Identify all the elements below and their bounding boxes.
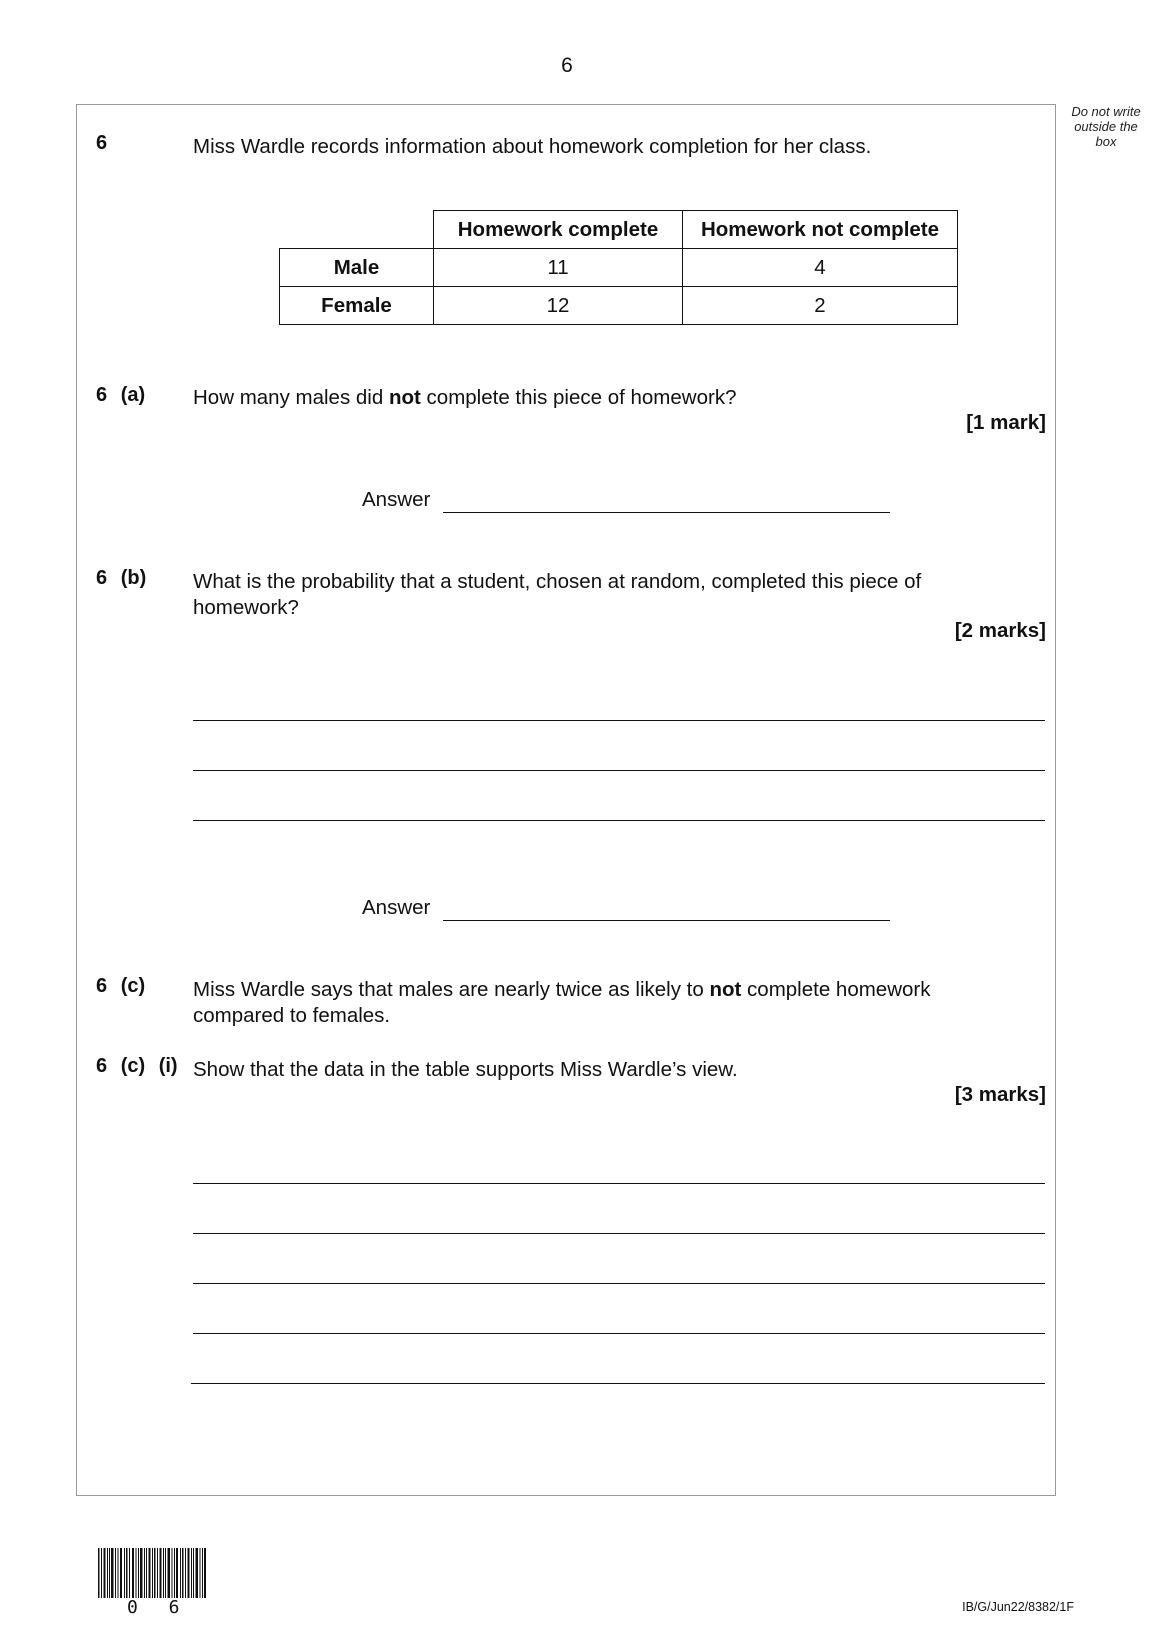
part-b-working-line-3[interactable] bbox=[193, 820, 1045, 821]
part-c-i-working-line-5[interactable] bbox=[191, 1383, 1045, 1384]
part-c-i-working-line-1[interactable] bbox=[193, 1183, 1045, 1184]
part-b-working-line-1[interactable] bbox=[193, 720, 1045, 721]
header-homework-complete: Homework complete bbox=[434, 211, 683, 249]
part-c-i-working-line-4[interactable] bbox=[193, 1333, 1045, 1334]
part-b-text: What is the probability that a student, chosen at random, completed this piece of homework? bbox=[193, 570, 922, 619]
cell-female-not-complete: 2 bbox=[683, 287, 958, 325]
margin-note: Do not write outside the box bbox=[1071, 104, 1141, 149]
homework-table bbox=[279, 210, 958, 325]
cell-female-complete: 12 bbox=[434, 287, 683, 325]
part-c-i-number bbox=[96, 1055, 178, 1078]
part-b-question-number: 6 bbox=[96, 567, 108, 589]
part-b-working-line-2[interactable] bbox=[193, 770, 1045, 771]
question-intro: Miss Wardle records information about homework completion for her class. bbox=[193, 135, 872, 158]
part-a-number bbox=[96, 384, 145, 407]
part-c-i-label: (c) bbox=[120, 1055, 146, 1077]
part-a-label: (a) bbox=[120, 384, 146, 406]
table-corner-cell bbox=[280, 211, 434, 249]
part-c-text-bold: not bbox=[709, 978, 742, 1001]
part-c-i-question-number: 6 bbox=[96, 1055, 108, 1077]
part-c-number bbox=[96, 975, 145, 998]
part-a-answer-label: Answer bbox=[362, 488, 431, 511]
part-c-i-marks: [3 marks] bbox=[954, 1083, 1046, 1106]
part-a-answer-line[interactable] bbox=[443, 512, 890, 513]
part-c-i-text: Show that the data in the table supports Miss Wardle’s view. bbox=[193, 1058, 738, 1081]
table-row bbox=[280, 287, 958, 325]
barcode-icon bbox=[98, 1548, 206, 1598]
row-label-female: Female bbox=[280, 287, 434, 325]
header-homework-not-complete: Homework not complete bbox=[683, 211, 958, 249]
part-c-i-working-line-2[interactable] bbox=[193, 1233, 1045, 1234]
question-number: 6 bbox=[96, 132, 108, 154]
footer-code: IB/G/Jun22/8382/1F bbox=[962, 1600, 1074, 1614]
cell-male-complete: 11 bbox=[434, 249, 683, 287]
part-a-text bbox=[193, 385, 736, 411]
table-header-row bbox=[280, 211, 958, 249]
row-label-male: Male bbox=[280, 249, 434, 287]
barcode-digits: 0 6 bbox=[127, 1597, 190, 1618]
part-a-text-bold: not bbox=[388, 386, 421, 409]
part-c-question-number: 6 bbox=[96, 975, 108, 997]
part-b-number bbox=[96, 567, 146, 590]
part-b-answer-line[interactable] bbox=[443, 920, 890, 921]
part-a-marks: [1 mark] bbox=[966, 411, 1046, 434]
part-c-text-end: complete homework compared to females. bbox=[193, 978, 931, 1027]
part-c-i-working-line-3[interactable] bbox=[193, 1283, 1045, 1284]
part-a-text-start: How many males did bbox=[193, 386, 389, 409]
part-c-i-sublabel: (i) bbox=[158, 1055, 178, 1077]
cell-male-not-complete: 4 bbox=[683, 249, 958, 287]
part-c-text-start: Miss Wardle says that males are nearly twice as likely to bbox=[193, 978, 710, 1001]
part-b-marks: [2 marks] bbox=[954, 619, 1046, 642]
part-a-question-number: 6 bbox=[96, 384, 108, 406]
table-row bbox=[280, 249, 958, 287]
part-b-label: (b) bbox=[120, 567, 147, 589]
part-c-label: (c) bbox=[120, 975, 146, 997]
part-b-answer-label: Answer bbox=[362, 896, 431, 919]
part-c-text bbox=[193, 977, 993, 1029]
part-a-text-end: complete this piece of homework? bbox=[420, 386, 737, 409]
page-number: 6 bbox=[561, 54, 573, 77]
